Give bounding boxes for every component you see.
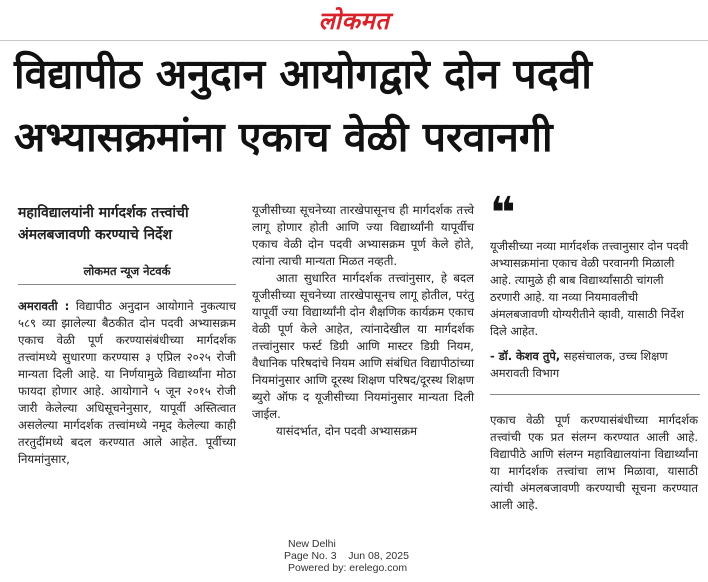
pull-quote-attribution — [490, 348, 700, 382]
subheadline: महाविद्यालयांनी मार्गदर्शक तत्त्वांची अंमलबजावणी करण्याचे निर्देश — [18, 205, 189, 243]
masthead-divider — [0, 40, 708, 41]
headline-line-2: अभ्यासक्रमांना एकाच वेळी परवानगी — [14, 113, 553, 161]
headline-line-1: विद्यापीठ अनुदान आयोगद्वारे दोन पदवी — [14, 50, 592, 98]
quote-mark-icon: ❝ — [490, 188, 516, 239]
byline-divider — [18, 284, 236, 285]
footer-page-info: Page No. 3 Jun 08, 2025 — [284, 550, 409, 562]
article-column-3: एकाच वेळी पूर्ण करण्यासंबंधीच्या मार्गदर्शक तत्त्वांची एक प्रत संलग्न करण्यात आली आहे. विद्यापीठे आणि संलग्न महाविद्यालयांना विद्यार्थ्यांना या मार्गदर्शक तत्त्वांचा लाभ मिळावा, यासाठी त्यांची अंमलबजावणी करण्याची सूचना करण्यात आली आहे. — [490, 413, 698, 512]
page-footer — [252, 538, 432, 574]
quote-author: - डॉ. केशव तुपे, — [490, 349, 561, 363]
article-column-2 — [252, 202, 474, 440]
quote-author-role: सहसंचालक, उच्च शिक्षण अमरावती विभाग — [490, 349, 668, 380]
footer-powered-by: Powered by: erelego.com — [288, 562, 408, 574]
column-1-text: विद्यापीठ अनुदान आयोगाने नुकत्याच ५८९ व्या झालेल्या बैठकीत दोन पदवी अभ्यासक्रम एकाच वेळी पूर्ण करण्यासंबंधीच्या मार्गदर्शक तत्त्वांमध्ये सुधारणा करण्यास ३ एप्रिल २०२५ रोजी मान्यता दिली आहे. या निर्णयामुळे विद्यार्थ्यांना मोठा फायदा होणार आहे. आयोगाने ५ जून २०१५ रोजी जारी केलेल्या अधिसूचनेनुसार, यापूर्वी अस्तित्वात असलेल्या मार्गदर्शक तत्त्वांमध्ये नमूद केलेल्या काही तरतुदींमध्ये बदल करण्यात आले आहेत. पूर्वीच्या नियमांनुसार, — [18, 299, 236, 466]
column-2-paragraph-2: आता सुधारित मार्गदर्शक तत्त्वांनुसार, हे बदल यूजीसीच्या सूचनेच्या तारखेपासूनच लागू होतील, परंतु यापूर्वी ज्या विद्यार्थ्यांनी दोन शैक्षणिक कार्यक्रम एकाच वेळी पूर्ण केले आहेत, त्यांनादेखील या मार्गदर्शक तत्त्वांनुसार फर्स्ट डिग्री आणि मास्टर डिग्री नियम, वैधानिक परिषदांचे नियम आणि संबंधित विद्यापीठांच्या नियमांनुसार आणि दूरस्थ शिक्षण परिषद/दूरस्थ शिक्षण ब्युरो ऑफ द यूजीसीच्या नियमांनुसार मान्यता दिली जाईल. — [252, 271, 474, 421]
byline: लोकमत न्यूज नेटवर्क — [83, 264, 171, 278]
dateline: अमरावती : — [18, 299, 70, 313]
article-column-1 — [18, 298, 236, 468]
newspaper-logo: लोकमत — [318, 7, 390, 35]
column-2-paragraph-3: यासंदर्भात, दोन पदवी अभ्यासक्रम — [276, 424, 418, 438]
column-2-paragraph-1: यूजीसीच्या सूचनेच्या तारखेपासूनच ही मार्गदर्शक तत्त्वे लागू होणार होती आणि ज्या विद्यार्थ्यांनी यापूर्वीच एकाच वेळी दोन पदवी अभ्यासक्रम पूर्ण केले होते, त्यांना त्याची मान्यता मिळत नव्हती. — [252, 203, 474, 268]
pull-quote-text: यूजीसीच्या नव्या मार्गदर्शक तत्त्वानुसार दोन पदवी अभ्यासक्रमांना एकाच वेळी परवानगी मिळाली आहे. त्यामुळे ही बाब विद्यार्थ्यांसाठी चांगली ठरणारी आहे. या नव्या नियमावलीची अंमलबजावणी योग्यरीतीने व्हावी, यासाठी निर्देश दिले आहेत. — [490, 239, 689, 338]
quote-divider — [490, 394, 700, 395]
footer-city: New Delhi — [288, 538, 336, 550]
